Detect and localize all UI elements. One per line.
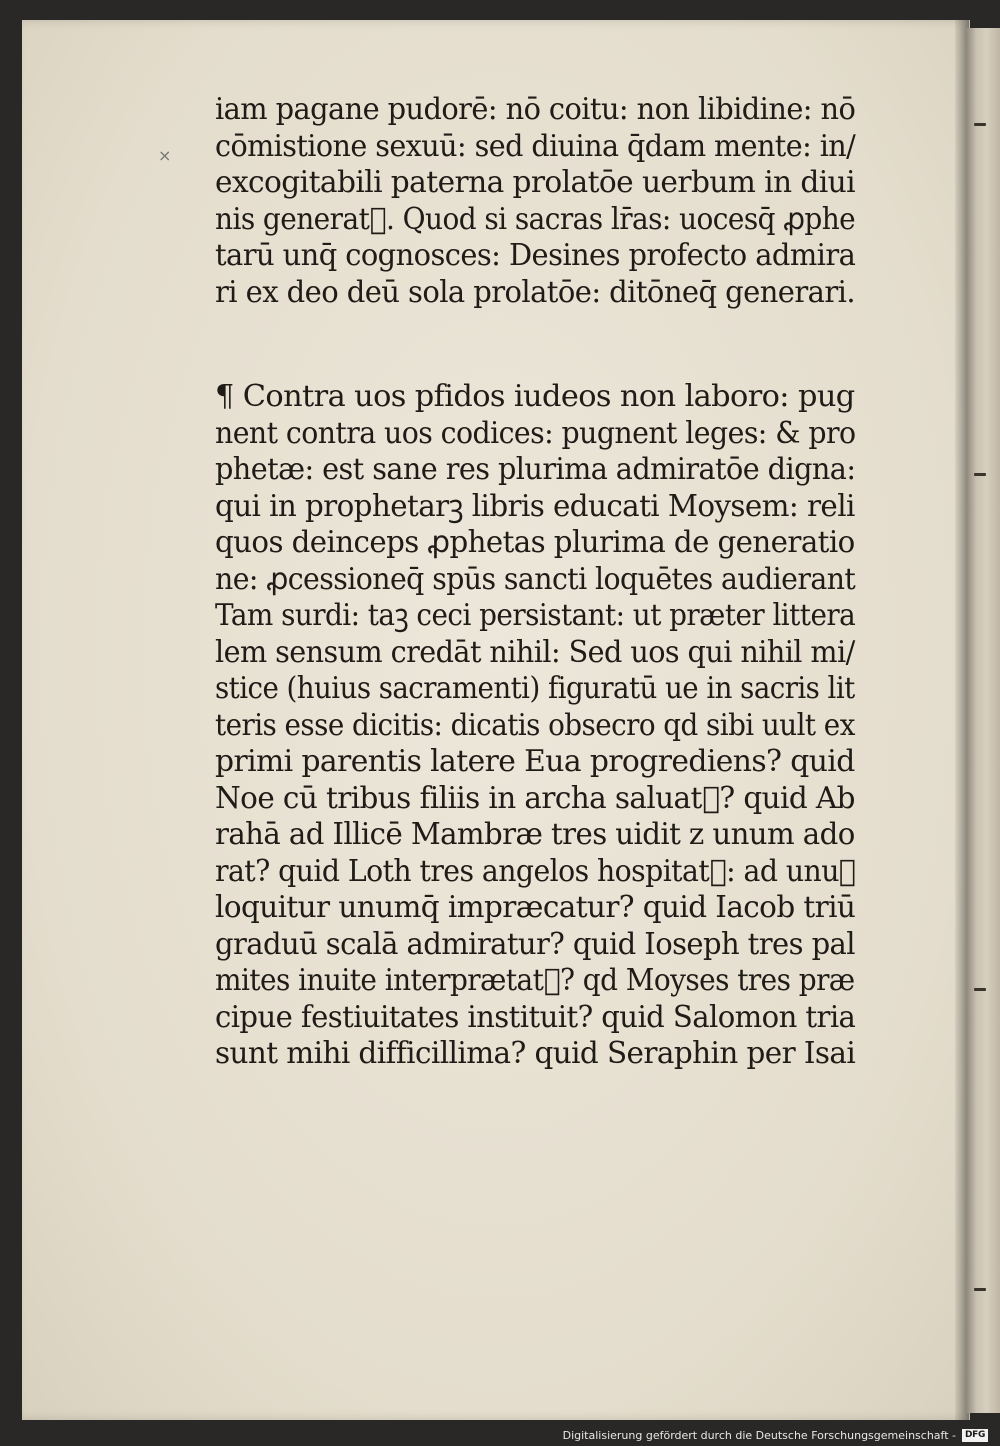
paragraph-1 (215, 92, 855, 311)
footer-bar (0, 1426, 1000, 1446)
text-line: lem sensum credāt nihil: Sed uos qui nihil mi/ (215, 634, 855, 670)
text-line: excogitabili paterna prolatōe uerbum in diui (215, 165, 855, 200)
stray-ink-mark: × (158, 146, 172, 165)
text-line: sunt mihi difficillima? quid Seraphin per Isai (215, 1036, 856, 1071)
dfg-logo: DFG (962, 1429, 988, 1442)
text-line: tarū unq̄ cognosces: Desines profecto admira (215, 238, 856, 273)
facing-page-edge (966, 28, 1000, 1413)
text-line: ¶ Contra uos pfidos iudeos non laboro: pug (215, 379, 855, 414)
text-line: ri ex deo deū sola prolatōe: ditōneq̄ generari. (215, 274, 855, 310)
text-line: nent contra uos codices: pugnent leges: & pro (215, 415, 856, 451)
facing-page-mark (974, 1288, 986, 1291)
text-line: stice (huius sacramenti) figuratū ue in sacris lit (215, 671, 855, 706)
text-line: teris esse dicitis: dicatis obsecro qd sibi uult ex (215, 707, 855, 743)
printed-text-block (215, 92, 855, 1073)
digitization-credit: Digitalisierung gefördert durch die Deutsche Forschungsgemeinschaft - (562, 1429, 956, 1442)
text-line: quos deinceps ꝓphetas plurima de generatio (215, 525, 855, 560)
facing-page-mark (974, 123, 986, 126)
text-line: Noe cū tribus filiis in archa saluat᷑? quid Ab (215, 780, 855, 816)
facing-page-mark (974, 473, 986, 476)
paragraph-2 (215, 379, 855, 1073)
text-line: nis generat᷑. Quod si sacras lr̄as: uocesq̄ ꝓphe (215, 201, 856, 237)
text-line: rat? quid Loth tres angelos hospitat᷑: ad unuꝫ (215, 853, 856, 889)
facing-page-mark (974, 988, 986, 991)
text-line: primi parentis latere Eua progrediens? quid (215, 744, 855, 779)
text-line: cōmistione sexuū: sed diuina q̄dam mente: in/ (215, 128, 856, 164)
text-line: ne: ꝓcessioneq̄ spūs sancti loquētes audierant (215, 561, 856, 597)
text-line: mites inuite interprætat᷑? qd Moyses tres præ (215, 963, 855, 998)
text-line: cipue festiuitates instituit? quid Salomon tria (215, 999, 856, 1035)
text-line: Tam surdi: taꝫ ceci persistant: ut præter littera (215, 598, 856, 633)
text-line: rahā ad Illicē Mambræ tres uidit z unum ado (215, 817, 855, 852)
text-line: iam pagane pudorē: nō coitu: non libidine: nō (215, 92, 856, 127)
text-line: loquitur unumq̄ impræcatur? quid Iacob triū (215, 890, 856, 925)
text-line: phetæ: est sane res plurima admiratōe digna: (215, 452, 856, 487)
text-line: qui in prophetarꝫ libris educati Moysem: reli (215, 488, 855, 524)
text-line: graduū scalā admiratur? quid Ioseph tres pal (215, 926, 855, 962)
